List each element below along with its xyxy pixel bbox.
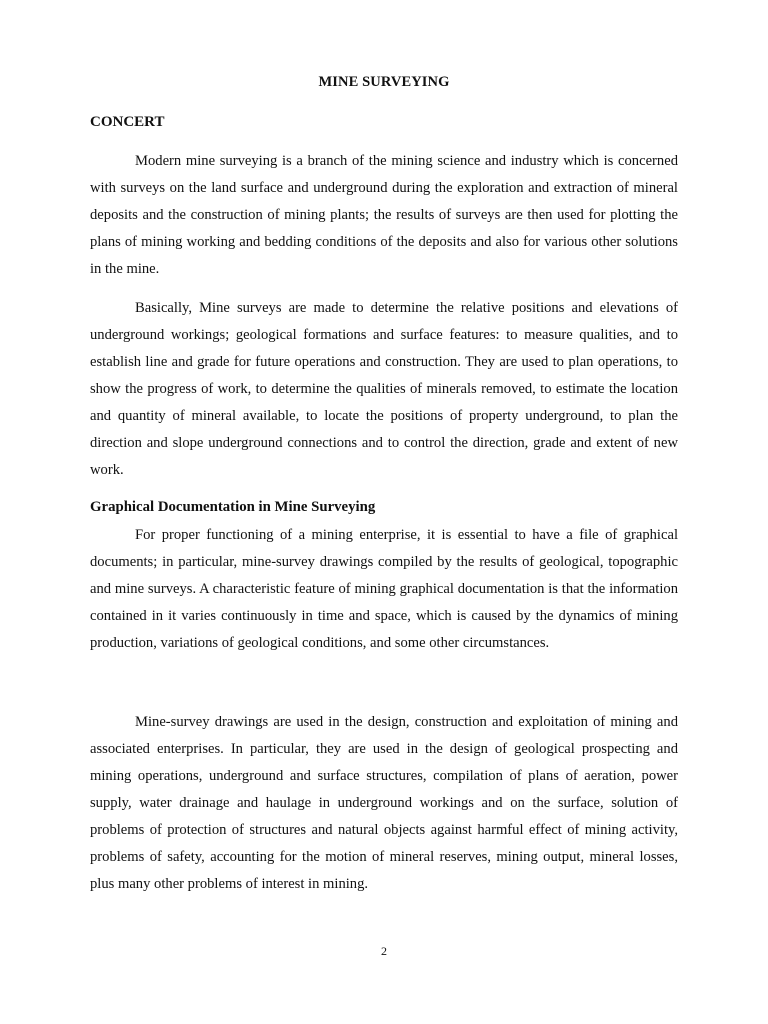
- body-paragraph: Basically, Mine surveys are made to determine the relative positions and elevations of underground workings; geological formations and surface features: to measure qualities, and to establish line and grade for future operations and construction. They are used to plan operations, to show the progress of work, to determine the qualities of minerals removed, to estimate the location and quantity of mineral available, to locate the positions of property underground, to plan the direction and slope underground connections and to control the direction, grade and extent of new work.: [90, 300, 678, 478]
- subsection-heading: Graphical Documentation in Mine Surveying: [90, 499, 376, 515]
- page-title: MINE SURVEYING: [318, 74, 450, 90]
- body-paragraph: Mine-survey drawings are used in the design, construction and exploitation of mining and associated enterprises. In particular, they are used in the design of geological prospecting and mining operations, underground and surface structures, compilation of plans of aeration, power supply, water drainage and haulage in underground workings and on the surface, solution of problems of protection of structures and natural objects against harmful effect of mining activity, problems of safety, accounting for the motion of mineral reserves, mining output, mineral losses, plus many other problems of interest in mining.: [90, 714, 678, 892]
- section-heading: CONCERT: [90, 114, 165, 130]
- page-number: 2: [381, 944, 387, 958]
- body-paragraph: For proper functioning of a mining enterprise, it is essential to have a file of graphical documents; in particular, mine-survey drawings compiled by the results of geological, topographic and mine surveys. A characteristic feature of mining graphical documentation is that the information contained in it varies continuously in time and space, which is caused by the dynamics of mining production, variations of geological conditions, and some other circumstances.: [90, 527, 678, 651]
- body-paragraph: Modern mine surveying is a branch of the mining science and industry which is concerned with surveys on the land surface and underground during the exploration and extraction of mineral deposits and the construction of mining plants; the results of surveys are then used for plotting the plans of mining working and bedding conditions of the deposits and also for various other solutions in the mine.: [90, 153, 678, 277]
